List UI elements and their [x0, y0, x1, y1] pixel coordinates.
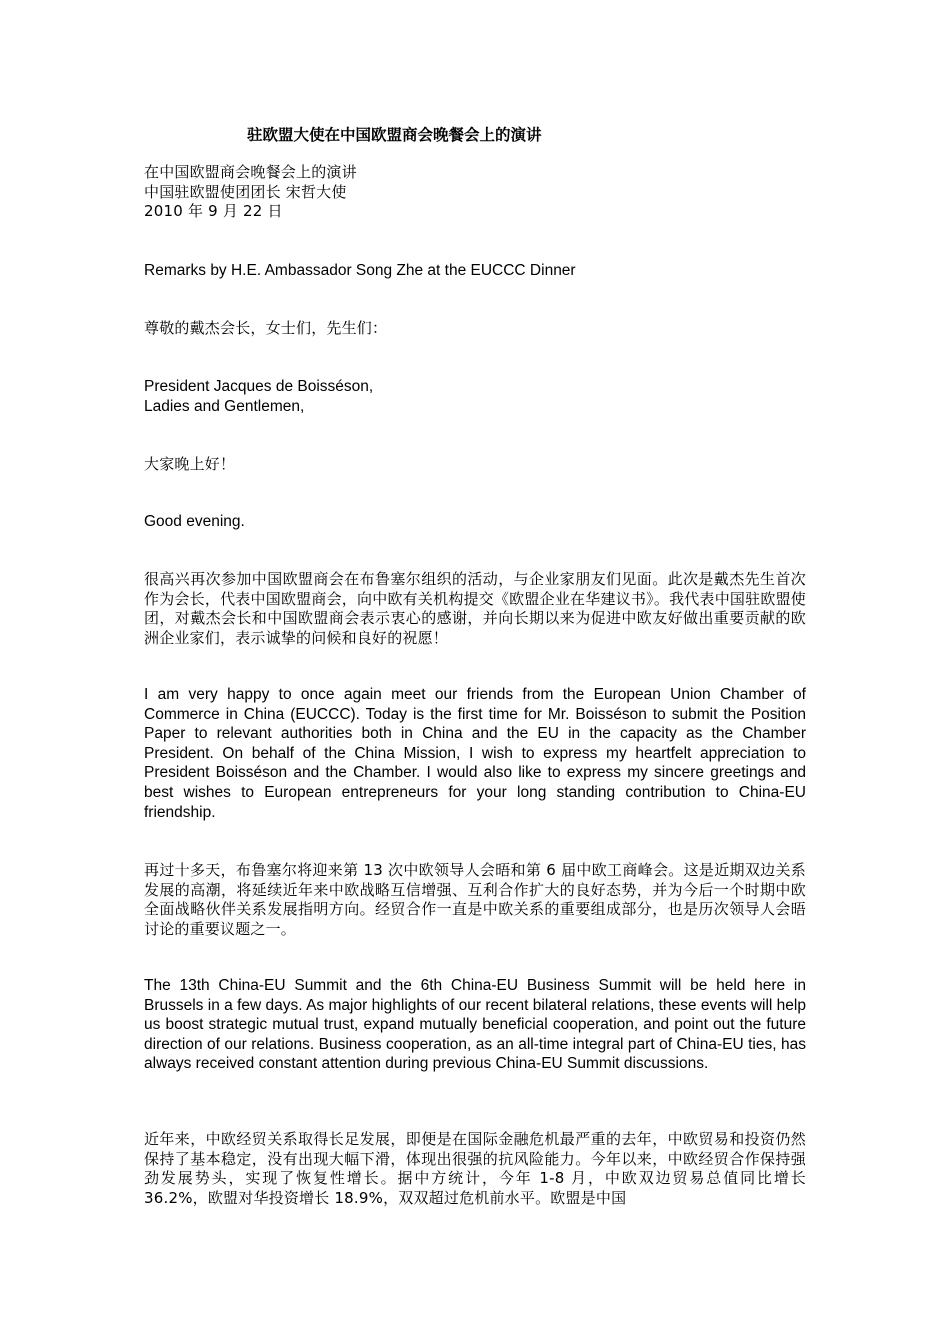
- english-title: Remarks by H.E. Ambassador Song Zhe at the EUCCC Dinner: [144, 262, 576, 279]
- header-line-date: 2010 年 9 月 22 日: [144, 202, 283, 221]
- paragraph-2-chinese: 再过十多天，布鲁塞尔将迎来第 13 次中欧领导人会晤和第 6 届中欧工商峰会。这是近期双边关系发展的高潮，将延续近年来中欧战略互信增强、互利合作扩大的良好态势，并为今后一个时期中欧全面战略伙伴关系发展指明方向。经贸合作一直是中欧关系的重要组成部分，也是历次领导人会晤讨论的重要议题之一。: [144, 861, 806, 938]
- greeting-english-line-2: Ladies and Gentlemen,: [144, 397, 305, 415]
- greeting-english-line-1: President Jacques de Boisséson,: [144, 378, 374, 395]
- greeting-chinese: 尊敬的戴杰会长，女士们，先生们：: [144, 319, 388, 337]
- document-title: 驻欧盟大使在中国欧盟商会晚餐会上的演讲: [247, 127, 542, 144]
- paragraph-1-chinese: 很高兴再次参加中国欧盟商会在布鲁塞尔组织的活动，与企业家朋友们见面。此次是戴杰先生首次作为会长，代表中国欧盟商会，向中欧有关机构提交《欧盟企业在华建议书》。我代表中国驻欧盟使团，对戴杰会长和中国欧盟商会表示衷心的感谢，并向长期以来为促进中欧友好做出重要贡献的欧洲企业家们，表示诚挚的问候和良好的祝愿！: [144, 570, 806, 647]
- greeting-english: [144, 377, 806, 416]
- header-line-event: 在中国欧盟商会晚餐会上的演讲: [144, 163, 357, 181]
- paragraph-2-english: The 13th China-EU Summit and the 6th China-EU Business Summit will be held here in Brussels in a few days. As major highlights of our recent bilateral relations, these events will help us boost strategic mutual trust, expand mutually beneficial cooperation, and point out the future direction of our relations. Business cooperation, as an all-time integral part of China-EU ties, has always received constant attention during previous China-EU Summit discussions.: [144, 977, 806, 1073]
- paragraph-3-chinese: 近年来，中欧经贸关系取得长足发展，即便是在国际金融危机最严重的去年，中欧贸易和投资仍然保持了基本稳定，没有出现大幅下滑，体现出很强的抗风险能力。今年以来，中欧经贸合作保持强劲发展势头，实现了恢复性增长。据中方统计，今年 1-8 月，中欧双边贸易总值同比增长 36.2%，欧盟对华投资增长 18.9%，双双超过危机前水平。欧盟是中国: [144, 1130, 806, 1207]
- evening-greeting-english: Good evening.: [144, 513, 245, 530]
- header-line-speaker: 中国驻欧盟使团团长 宋哲大使: [144, 182, 347, 201]
- paragraph-1-english: I am very happy to once again meet our friends from the European Union Chamber of Commerce in China (EUCCC). Today is the first time for Mr. Boisséson to submit the Position Paper to relevant authorities both in China and the EU in the capacity as the Chamber President. On behalf of the China Mission, I wish to express my heartfelt appreciation to President Boisséson and the Chamber. I would also like to express my sincere greetings and best wishes to European entrepreneurs for your long standing contribution to China-EU friendship.: [144, 686, 806, 821]
- evening-greeting-chinese: 大家晚上好！: [144, 455, 236, 473]
- speech-header: [144, 163, 806, 222]
